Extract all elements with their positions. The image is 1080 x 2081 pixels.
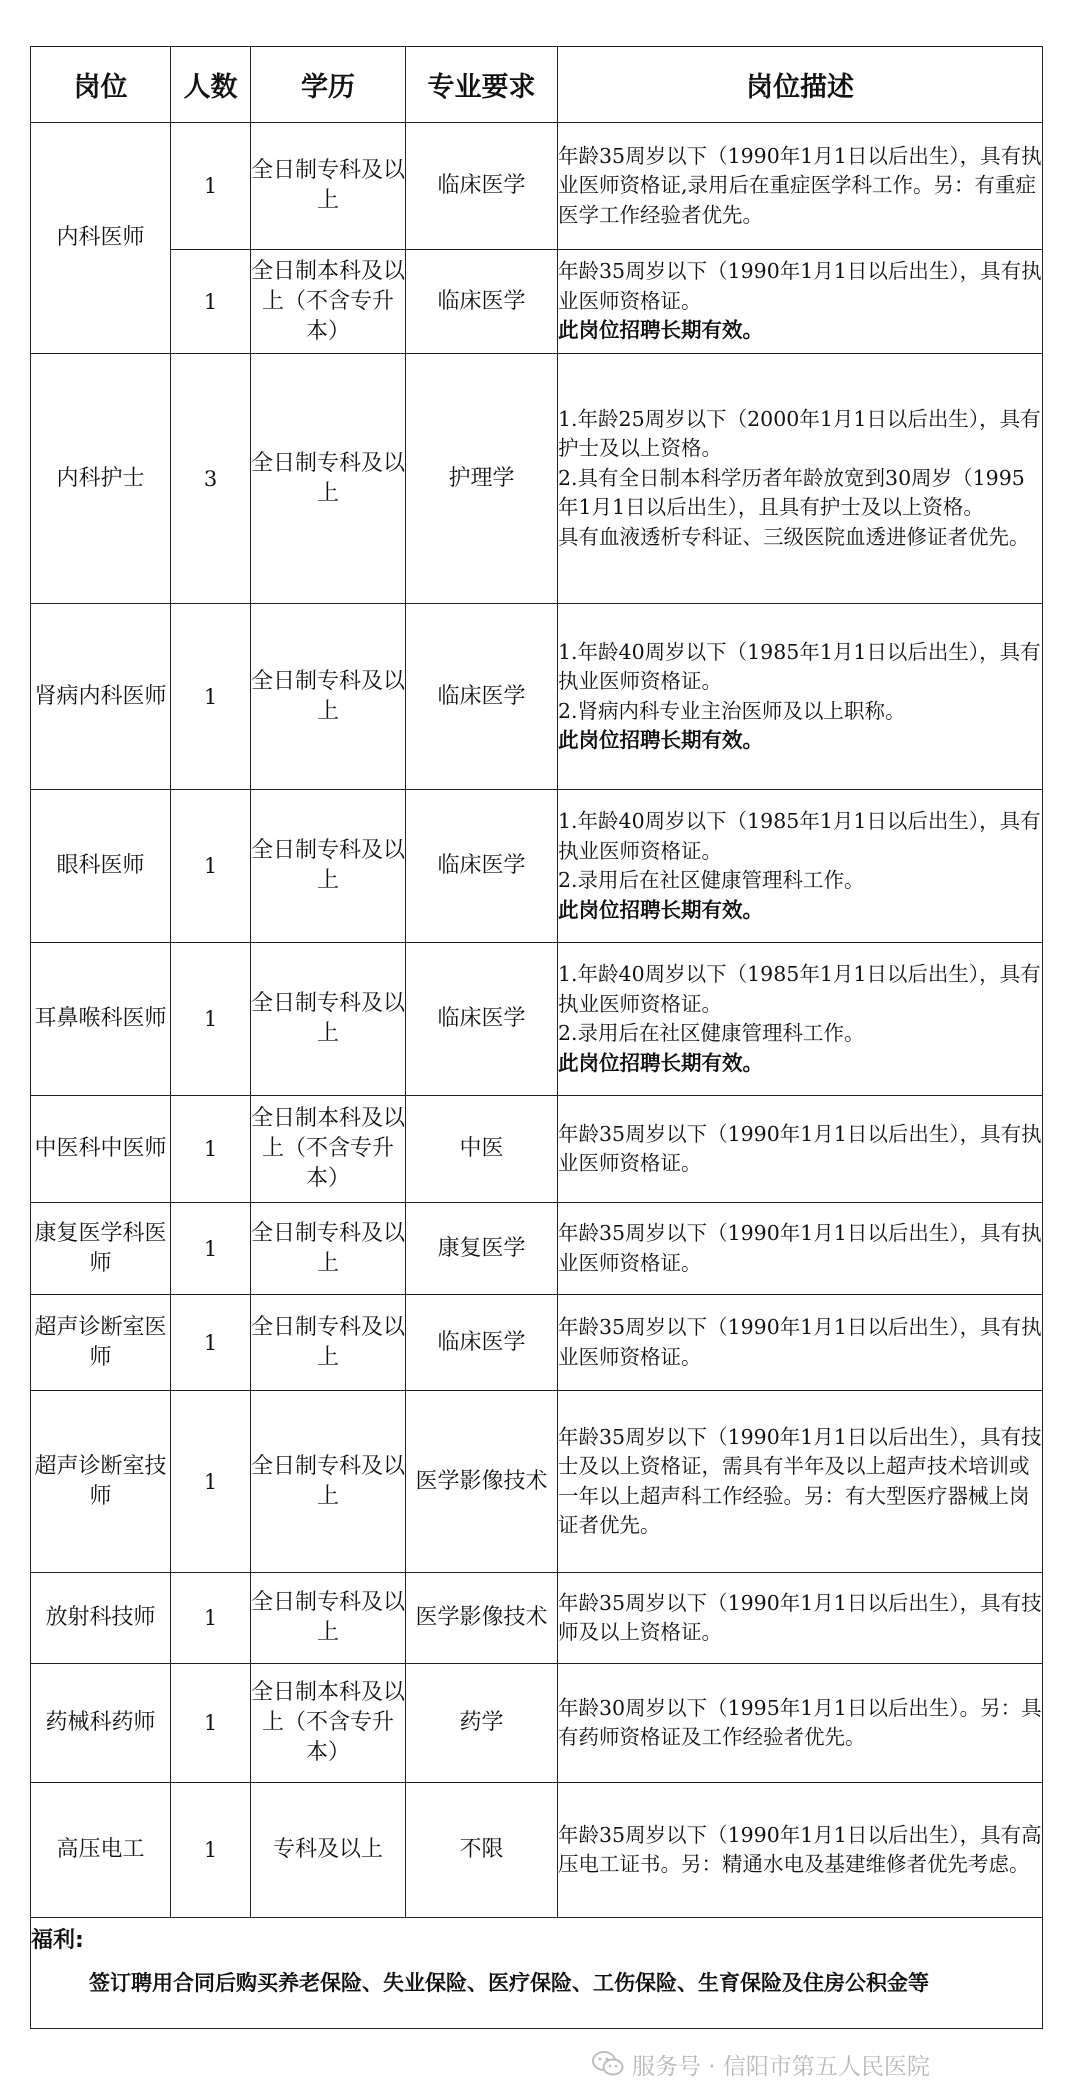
cell-count: 1 [171, 604, 251, 790]
benefits-cell [31, 1918, 1043, 2029]
cell-major: 医学影像技术 [406, 1391, 558, 1573]
description-line: 1.年龄40周岁以下（1985年1月1日以后出生），具有执业医师资格证。 [558, 809, 1041, 863]
description-line: 年龄35周岁以下（1990年1月1日以后出生），具有执业医师资格证,录用后在重症医学科工作。另：有重症医学工作经验者优先。 [558, 143, 1042, 227]
wechat-watermark [592, 2050, 930, 2078]
cell-education: 全日制专科及以上 [251, 790, 406, 943]
cell-education: 全日制专科及以上 [251, 1391, 406, 1573]
cell-major: 临床医学 [406, 943, 558, 1096]
cell-education: 全日制专科及以上 [251, 604, 406, 790]
cell-position: 康复医学科医师 [31, 1203, 171, 1295]
long-term-notice: 此岗位招聘长期有效。 [558, 1050, 763, 1075]
description-line: 年龄35周岁以下（1990年1月1日以后出生），具有执业医师资格证。 [558, 259, 1042, 313]
table-row [31, 1391, 1043, 1573]
cell-count: 1 [171, 1203, 251, 1295]
cell-count: 1 [171, 1573, 251, 1664]
cell-education: 全日制专科及以上 [251, 123, 406, 250]
cell-position: 药械科药师 [31, 1664, 171, 1783]
cell-education: 全日制专科及以上 [251, 1295, 406, 1391]
description-line: 1.年龄40周岁以下（1985年1月1日以后出生），具有执业医师资格证。 [558, 639, 1041, 693]
description-line: 年龄30周岁以下（1995年1月1日以后出生）。另：具有药师资格证及工作经验者优先。 [558, 1695, 1042, 1749]
description-line: 2.录用后在社区健康管理科工作。 [558, 1021, 865, 1045]
cell-count: 1 [171, 123, 251, 250]
description-line: 2.具有全日制本科学历者年龄放宽到30周岁（1995年1月1日以后出生），且具有护士及以上资格。 [558, 465, 1025, 520]
cell-major: 不限 [406, 1783, 558, 1918]
cell-major: 药学 [406, 1664, 558, 1783]
cell-count: 1 [171, 1295, 251, 1391]
cell-count: 1 [171, 943, 251, 1096]
cell-description [558, 354, 1043, 604]
header-position: 岗位 [31, 47, 171, 123]
cell-position: 中医科中医师 [31, 1096, 171, 1203]
header-education: 学历 [251, 47, 406, 123]
description-line: 年龄35周岁以下（1990年1月1日以后出生），具有技士及以上资格证，需具有半年及以上超声技术培训或一年以上超声科工作经验。另：有大型医疗器械上岗证者优先。 [558, 1424, 1042, 1537]
description-line: 年龄35周岁以下（1990年1月1日以后出生），具有技师及以上资格证。 [558, 1590, 1042, 1644]
cell-description [558, 1391, 1043, 1573]
cell-position: 超声诊断室医师 [31, 1295, 171, 1391]
cell-major: 临床医学 [406, 123, 558, 250]
cell-position: 肾病内科医师 [31, 604, 171, 790]
recruitment-table [30, 46, 1043, 2029]
table-row [31, 1783, 1043, 1918]
benefits-row [31, 1918, 1043, 2029]
long-term-notice: 此岗位招聘长期有效。 [558, 897, 763, 922]
watermark-text: 服务号 · 信阳市第五人民医院 [632, 2053, 930, 2080]
cell-count: 1 [171, 1783, 251, 1918]
cell-description [558, 1573, 1043, 1664]
cell-description [558, 1295, 1043, 1391]
cell-education: 全日制本科及以上（不含专升本） [251, 1096, 406, 1203]
cell-count: 1 [171, 1664, 251, 1783]
cell-description [558, 790, 1043, 943]
description-line: 年龄35周岁以下（1990年1月1日以后出生），具有执业医师资格证。 [558, 1315, 1042, 1369]
cell-description [558, 1203, 1043, 1295]
cell-major: 临床医学 [406, 790, 558, 943]
table-row [31, 1664, 1043, 1783]
description-line: 2.录用后在社区健康管理科工作。 [558, 868, 865, 892]
wechat-icon [592, 2051, 624, 2077]
cell-count: 3 [171, 354, 251, 604]
cell-description [558, 250, 1043, 354]
cell-position: 内科护士 [31, 354, 171, 604]
cell-count: 1 [171, 1391, 251, 1573]
table-row [31, 943, 1043, 1096]
cell-count: 1 [171, 790, 251, 943]
cell-education: 全日制专科及以上 [251, 1573, 406, 1664]
cell-education: 全日制本科及以上（不含专升本） [251, 1664, 406, 1783]
description-line: 年龄35周岁以下（1990年1月1日以后出生），具有执业医师资格证。 [558, 1121, 1042, 1175]
table-row [31, 790, 1043, 943]
cell-education: 全日制专科及以上 [251, 1203, 406, 1295]
cell-count: 1 [171, 250, 251, 354]
cell-major: 中医 [406, 1096, 558, 1203]
description-line: 年龄35周岁以下（1990年1月1日以后出生），具有高压电工证书。另：精通水电及基建维修者优先考虑。 [558, 1822, 1042, 1876]
cell-description [558, 604, 1043, 790]
cell-description [558, 1783, 1043, 1918]
cell-major: 康复医学 [406, 1203, 558, 1295]
cell-education: 全日制专科及以上 [251, 943, 406, 1096]
cell-description [558, 123, 1043, 250]
description-line: 年龄35周岁以下（1990年1月1日以后出生），具有执业医师资格证。 [558, 1221, 1042, 1275]
cell-count: 1 [171, 1096, 251, 1203]
table-header-row [31, 47, 1043, 123]
table-row [31, 354, 1043, 604]
cell-description [558, 943, 1043, 1096]
table-row [31, 604, 1043, 790]
cell-major: 临床医学 [406, 250, 558, 354]
long-term-notice: 此岗位招聘长期有效。 [558, 318, 763, 343]
cell-education: 全日制专科及以上 [251, 354, 406, 604]
cell-position: 放射科技师 [31, 1573, 171, 1664]
cell-education: 专科及以上 [251, 1783, 406, 1918]
table-row [31, 123, 1043, 250]
description-line: 1.年龄40周岁以下（1985年1月1日以后出生），具有执业医师资格证。 [558, 962, 1041, 1016]
table-row [31, 250, 1043, 354]
cell-description [558, 1096, 1043, 1203]
cell-position: 高压电工 [31, 1783, 171, 1918]
table-row [31, 1096, 1043, 1203]
header-count: 人数 [171, 47, 251, 123]
description-line: 具有血液透析专科证、三级医院血透进修证者优先。 [558, 524, 1030, 549]
cell-major: 护理学 [406, 354, 558, 604]
description-line: 1.年龄25周岁以下（2000年1月1日以后出生），具有护士及以上资格。 [558, 406, 1041, 461]
cell-position: 超声诊断室技师 [31, 1391, 171, 1573]
benefits-text: 签订聘用合同后购买养老保险、失业保险、医疗保险、工伤保险、生育保险及住房公积金等 [89, 1971, 929, 1995]
cell-position: 眼科医师 [31, 790, 171, 943]
cell-position: 内科医师 [31, 123, 171, 354]
description-line: 2.肾病内科专业主治医师及以上职称。 [558, 698, 906, 723]
cell-description [558, 1664, 1043, 1783]
header-description: 岗位描述 [558, 47, 1043, 123]
cell-major: 临床医学 [406, 1295, 558, 1391]
long-term-notice: 此岗位招聘长期有效。 [558, 728, 763, 752]
table-row [31, 1203, 1043, 1295]
table-row [31, 1295, 1043, 1391]
cell-major: 临床医学 [406, 604, 558, 790]
cell-education: 全日制本科及以上（不含专升本） [251, 250, 406, 354]
table-row [31, 1573, 1043, 1664]
cell-major: 医学影像技术 [406, 1573, 558, 1664]
benefits-title: 福利: [31, 1928, 84, 1953]
cell-position: 耳鼻喉科医师 [31, 943, 171, 1096]
header-major: 专业要求 [406, 47, 558, 123]
